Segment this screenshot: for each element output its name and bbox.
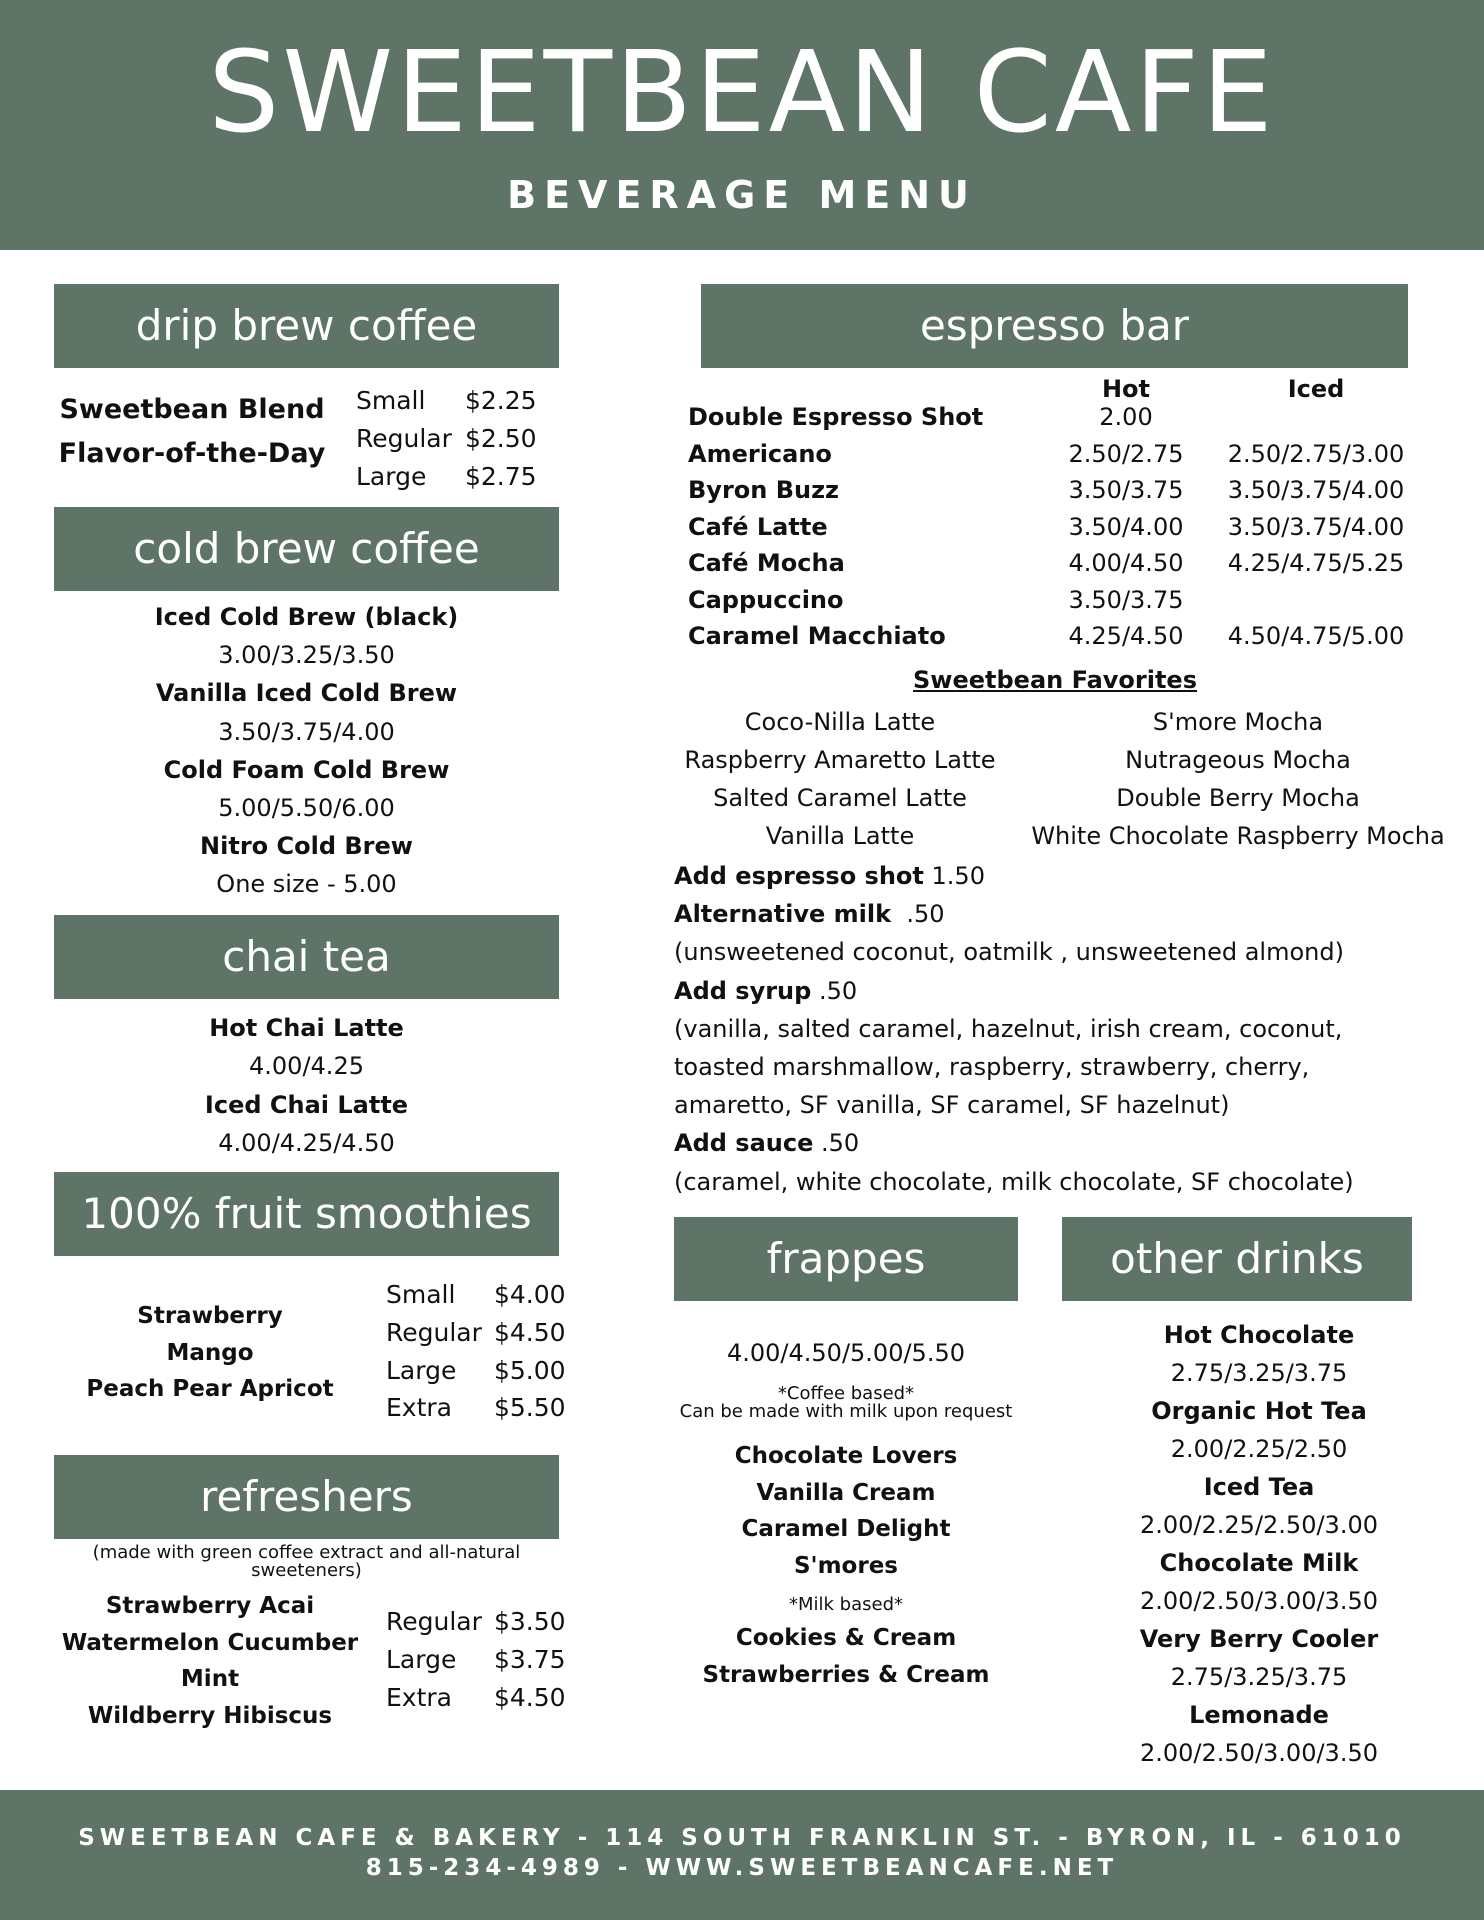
smoothie-name: Mango — [166, 1339, 254, 1366]
price: $3.50 — [494, 1607, 566, 1636]
chai-list — [54, 1009, 559, 1162]
frappe-item: Caramel Delight — [741, 1516, 951, 1542]
smoothie-name: Peach Pear Apricot — [86, 1376, 334, 1402]
espresso-iced-price: 3.50/3.75/4.00 — [1227, 513, 1405, 541]
size-label: Extra — [386, 1682, 452, 1712]
refresher-name: Strawberry Acai — [105, 1593, 315, 1619]
price: $4.00 — [494, 1280, 566, 1309]
addon-note: (caramel, white chocolate, milk chocolate, SF chocolate) — [674, 1167, 1354, 1196]
espresso-bar-heading: espresso bar — [919, 301, 1190, 350]
menu-item-name: Very Berry Cooler — [1139, 1625, 1379, 1653]
espresso-item-name: Café Mocha — [688, 549, 845, 577]
menu-item-name: Vanilla Iced Cold Brew — [155, 679, 458, 708]
favorites-title: Sweetbean Favorites — [913, 666, 1197, 694]
drip-brew-heading: drip brew coffee — [135, 301, 478, 350]
addon-price: .50 — [891, 900, 945, 929]
espresso-item-name: Byron Buzz — [688, 476, 840, 504]
footer-contact: 815-234-4989 - WWW.SWEETBEANCAFE.NET — [365, 1855, 1119, 1881]
menu-item-price: 5.00/5.50/6.00 — [218, 794, 395, 823]
espresso-item-name: Double Espresso Shot — [688, 403, 984, 431]
menu-item-price: 2.00/2.25/2.50 — [1170, 1435, 1348, 1463]
favorite-item: Nutrageous Mocha — [1125, 746, 1351, 774]
title-banner — [0, 0, 1484, 250]
menu-item-price: 3.00/3.25/3.50 — [218, 641, 395, 670]
espresso-hot-price: 3.50/3.75 — [1068, 476, 1184, 504]
menu-item-price: 3.50/3.75/4.00 — [218, 717, 395, 746]
addon-line — [674, 972, 1354, 1010]
price: $5.50 — [494, 1393, 566, 1423]
favorite-item: Raspberry Amaretto Latte — [684, 746, 996, 774]
size-label: Large — [386, 1355, 457, 1385]
addon-note: (unsweetened coconut, oatmilk , unsweetened almond) — [674, 938, 1344, 967]
smoothies-header — [54, 1172, 559, 1256]
price: $4.50 — [494, 1317, 566, 1347]
size-label: Regular — [356, 423, 452, 453]
menu-subtitle: BEVERAGE MENU — [507, 173, 977, 217]
other-drinks-heading: other drinks — [1110, 1234, 1364, 1283]
frappes-header — [674, 1217, 1018, 1301]
favorites-left-list — [660, 703, 1020, 855]
menu-item-name: Organic Hot Tea — [1151, 1397, 1367, 1425]
espresso-item-name: Café Latte — [688, 513, 828, 541]
chai-tea-heading: chai tea — [222, 932, 391, 981]
refreshers-heading: refreshers — [200, 1472, 413, 1521]
espresso-hot-price: 2.00 — [1099, 403, 1153, 431]
addon-note: (vanilla, salted caramel, hazelnut, irish cream, coconut, — [674, 1014, 1343, 1043]
frappes-heading: frappes — [766, 1234, 926, 1283]
price: $2.75 — [465, 461, 537, 491]
price: $5.00 — [494, 1355, 566, 1385]
espresso-hot-price: 2.50/2.75 — [1068, 440, 1184, 468]
menu-item-price: 4.00/4.25 — [249, 1052, 364, 1081]
cold-brew-list — [54, 598, 559, 904]
menu-item-price: One size - 5.00 — [216, 870, 397, 899]
favorite-item: S'more Mocha — [1152, 708, 1324, 736]
drip-names — [44, 388, 340, 476]
smoothie-names — [54, 1298, 366, 1408]
addon-line — [674, 857, 1354, 895]
size-label: Extra — [386, 1393, 452, 1423]
espresso-addons — [674, 857, 1354, 1201]
drip-prices — [465, 382, 537, 495]
frappes-milk-note: *Milk based* — [788, 1594, 903, 1615]
espresso-hot-price: 3.50/4.00 — [1068, 513, 1184, 541]
espresso-bar-header — [701, 284, 1408, 368]
size-label: Large — [386, 1644, 457, 1674]
addon-price: .50 — [813, 1129, 860, 1158]
addon-note: amaretto, SF vanilla, SF caramel, SF hazelnut) — [674, 1091, 1230, 1120]
col-iced-label: Iced — [1287, 375, 1345, 403]
menu-item-name: Iced Cold Brew (black) — [154, 603, 459, 631]
espresso-hot-price: 4.25/4.50 — [1068, 622, 1184, 650]
smoothie-sizes — [386, 1276, 482, 1427]
refresher-name: Watermelon Cucumber — [61, 1629, 359, 1656]
size-label: Regular — [386, 1607, 482, 1636]
chai-tea-header — [54, 915, 559, 999]
refreshers-note: (made with green coffee extract and all-natural sweeteners) — [92, 1542, 521, 1581]
refresher-prices — [494, 1603, 566, 1716]
addon-label: Add sauce — [674, 1129, 814, 1158]
menu-item-name: Chocolate Milk — [1159, 1549, 1359, 1577]
favorites-right-list — [1012, 703, 1464, 855]
espresso-item-name: Caramel Macchiato — [688, 622, 946, 650]
addon-note: toasted marshmallow, raspberry, strawberry, cherry, — [674, 1053, 1310, 1082]
refresher-name: Wildberry Hibiscus — [87, 1702, 333, 1729]
price: $4.50 — [494, 1682, 566, 1712]
menu-item-price: 2.75/3.25/3.75 — [1170, 1663, 1348, 1691]
menu-item-name: Hot Chocolate — [1163, 1321, 1355, 1349]
other-drinks-list — [1062, 1316, 1456, 1772]
other-drinks-header — [1062, 1217, 1412, 1301]
addon-label: Alternative milk — [674, 900, 892, 929]
frappe-item: Chocolate Lovers — [734, 1443, 958, 1469]
addon-price: .50 — [811, 976, 858, 1005]
frappe-item: Cookies & Cream — [735, 1625, 957, 1651]
menu-item-name: Lemonade — [1189, 1701, 1329, 1729]
menu-item-price: 2.75/3.25/3.75 — [1170, 1359, 1348, 1387]
size-label: Small — [356, 386, 426, 415]
smoothie-name: Strawberry — [137, 1303, 283, 1329]
cold-brew-heading: cold brew coffee — [133, 524, 480, 573]
smoothie-prices — [494, 1276, 566, 1427]
espresso-iced-price: 2.50/2.75/3.00 — [1227, 440, 1405, 468]
footer-banner — [0, 1790, 1484, 1920]
frappes-price: 4.00/4.50/5.00/5.50 — [726, 1339, 965, 1367]
espresso-item-name: Americano — [688, 440, 832, 468]
addon-label: Add syrup — [674, 976, 812, 1005]
favorite-item: Vanilla Latte — [765, 822, 915, 850]
cold-brew-header — [54, 507, 559, 591]
addon-label: Add espresso shot — [674, 862, 924, 890]
refreshers-header — [54, 1455, 559, 1539]
menu-item-price: 2.00/2.25/2.50/3.00 — [1139, 1511, 1378, 1539]
frappes-coffee-note: *Coffee based* — [777, 1383, 915, 1404]
refresher-sizes — [386, 1603, 482, 1716]
frappes-coffee-list — [656, 1438, 1036, 1584]
drip-name: Sweetbean Blend — [59, 394, 325, 425]
drip-brew-header — [54, 284, 559, 368]
smoothies-heading: 100% fruit smoothies — [81, 1189, 532, 1238]
size-label: Regular — [386, 1317, 482, 1347]
menu-item-name: Nitro Cold Brew — [200, 832, 413, 861]
cafe-name: SWEETBEAN CAFE — [208, 28, 1276, 158]
addon-line — [674, 895, 1354, 933]
price: $3.75 — [494, 1644, 566, 1674]
size-label: Large — [356, 461, 427, 491]
frappe-item: S'mores — [793, 1552, 898, 1579]
menu-item-price: 2.00/2.50/3.00/3.50 — [1139, 1587, 1378, 1615]
espresso-iced-price: 4.25/4.75/5.25 — [1227, 549, 1405, 577]
favorite-item: Coco-Nilla Latte — [744, 708, 936, 736]
menu-item-price: 2.00/2.50/3.00/3.50 — [1139, 1739, 1378, 1767]
drip-sizes — [356, 382, 452, 495]
favorite-item: Double Berry Mocha — [1116, 784, 1360, 812]
espresso-iced-price: 4.50/4.75/5.00 — [1227, 622, 1405, 650]
size-label: Small — [386, 1280, 456, 1309]
frappes-milk-list — [656, 1620, 1036, 1693]
col-hot-label: Hot — [1101, 375, 1151, 403]
addon-line — [674, 1124, 1354, 1162]
espresso-iced-price: 3.50/3.75/4.00 — [1227, 476, 1405, 504]
menu-item-name: Iced Tea — [1203, 1473, 1315, 1501]
menu-item-name: Cold Foam Cold Brew — [163, 755, 450, 784]
price: $2.50 — [465, 423, 537, 453]
menu-item-name: Iced Chai Latte — [204, 1090, 409, 1119]
espresso-hot-price: 4.00/4.50 — [1068, 549, 1184, 577]
menu-item-name: Hot Chai Latte — [209, 1014, 404, 1042]
footer-address: SWEETBEAN CAFE & BAKERY - 114 SOUTH FRANKLIN ST. - BYRON, IL - 61010 — [78, 1825, 1406, 1851]
price: $2.25 — [465, 386, 537, 415]
frappe-item: Vanilla Cream — [756, 1479, 936, 1506]
frappe-item: Strawberries & Cream — [702, 1661, 990, 1688]
refresher-name: Mint — [180, 1666, 240, 1692]
refresher-names — [54, 1588, 366, 1734]
addon-price: 1.50 — [923, 862, 985, 890]
menu-item-price: 4.00/4.25/4.50 — [218, 1128, 395, 1157]
espresso-item-name: Cappuccino — [688, 586, 844, 614]
favorite-item: Salted Caramel Latte — [713, 784, 967, 812]
espresso-hot-price: 3.50/3.75 — [1068, 586, 1184, 614]
favorite-item: White Chocolate Raspberry Mocha — [1031, 822, 1445, 850]
drip-name: Flavor-of-the-Day — [58, 438, 326, 469]
frappes-request-note: Can be made with milk upon request — [679, 1401, 1013, 1422]
